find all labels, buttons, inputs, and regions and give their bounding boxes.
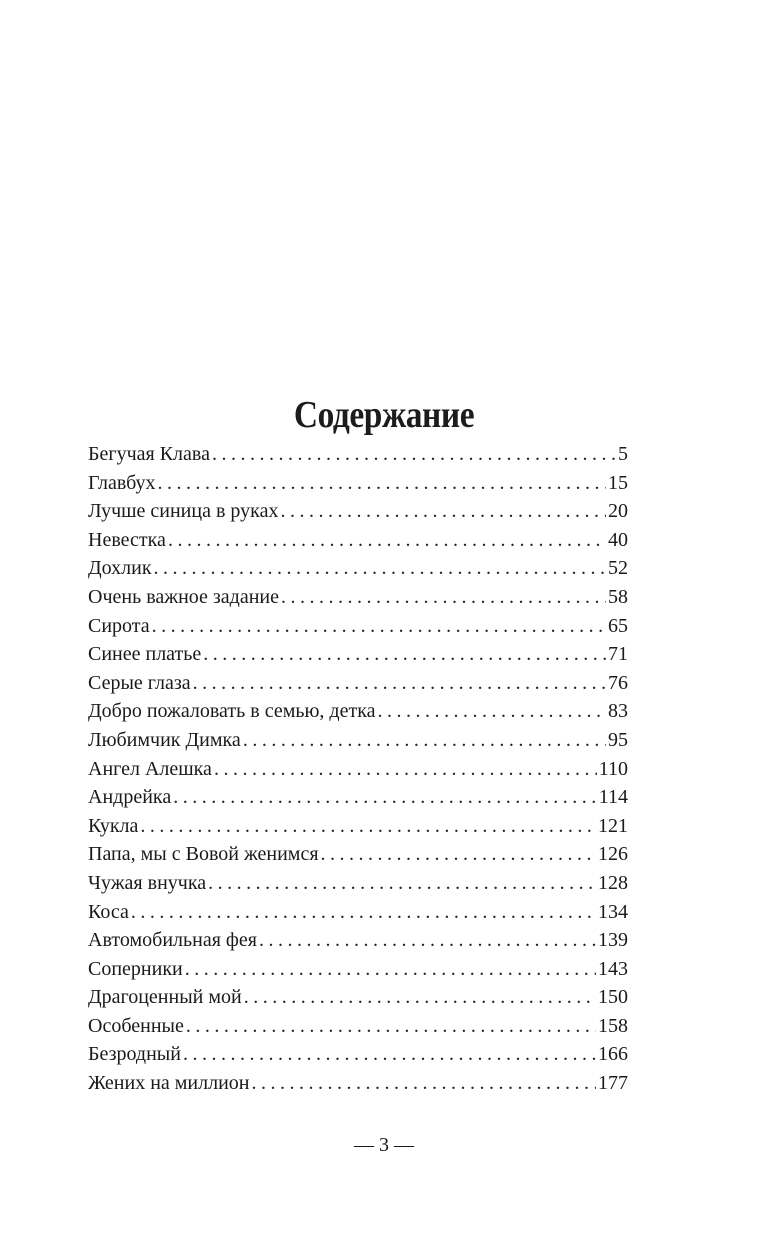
toc-entry-page: 83 [608, 700, 628, 723]
dot-leader [193, 669, 606, 697]
toc-entry[interactable] [88, 926, 628, 955]
toc-entry-title: Драгоценный мой [88, 986, 242, 1009]
toc-entry[interactable] [88, 1040, 628, 1069]
toc-entry[interactable] [88, 669, 628, 698]
dot-leader [173, 783, 597, 811]
toc-entry[interactable] [88, 726, 628, 755]
toc-entry[interactable] [88, 697, 628, 726]
toc-entry[interactable] [88, 640, 628, 669]
toc-entry[interactable] [88, 783, 628, 812]
dot-leader [212, 440, 616, 468]
toc-entry-title: Безродный [88, 1043, 181, 1066]
dot-leader [185, 955, 596, 983]
dot-leader [281, 583, 606, 611]
toc-entry-title: Главбух [88, 471, 156, 494]
toc-entry-title: Кукла [88, 814, 139, 837]
toc-entry-page: 71 [608, 643, 628, 666]
dot-leader [214, 755, 597, 783]
toc-entry-page: 58 [608, 585, 628, 608]
toc-entry-page: 76 [608, 671, 628, 694]
toc-entry[interactable] [88, 440, 628, 469]
toc-entry-title: Лучше синица в руках [88, 500, 279, 523]
toc-entry[interactable] [88, 1012, 628, 1041]
toc-entry-page: 177 [598, 1072, 628, 1095]
toc-entry-page: 5 [618, 443, 628, 465]
toc-entry-title: Соперники [88, 957, 183, 980]
toc-entry-page: 150 [598, 986, 628, 1009]
toc-entry[interactable] [88, 898, 628, 927]
dot-leader [280, 497, 606, 525]
toc-entry-page: 65 [608, 614, 628, 637]
toc-entry[interactable] [88, 583, 628, 612]
toc-entry-page: 52 [608, 557, 628, 580]
toc-entry[interactable] [88, 612, 628, 641]
dot-leader [168, 526, 606, 554]
page-title: Содержание [293, 394, 475, 437]
toc-entry[interactable] [88, 869, 628, 898]
toc-entry-page: 166 [598, 1043, 628, 1066]
dot-leader [244, 983, 596, 1011]
toc-entry[interactable] [88, 812, 628, 841]
toc-entry[interactable] [88, 983, 628, 1012]
toc-entry-title: Чужая внучка [88, 871, 207, 894]
toc-entry-page: 15 [608, 471, 628, 494]
toc-entry[interactable] [88, 840, 628, 869]
toc-entry-title: Коса [88, 900, 129, 923]
dot-leader [152, 612, 606, 640]
dot-leader [154, 554, 606, 582]
toc-entry[interactable] [88, 526, 628, 555]
toc-entry-page: 95 [608, 728, 628, 751]
dot-leader [186, 1012, 596, 1040]
toc-entry[interactable] [88, 497, 628, 526]
dot-leader [131, 898, 596, 926]
toc-entry-title: Особенные [88, 1014, 184, 1037]
toc-entry-page: 143 [598, 957, 628, 980]
dot-leader [158, 469, 606, 497]
dot-leader [243, 726, 606, 754]
toc-entry-title: Добро пожаловать в семью, детка [88, 700, 376, 723]
toc-entry-title: Невестка [88, 528, 166, 551]
toc-entry-title: Автомобильная фея [88, 929, 257, 952]
dot-leader [140, 812, 596, 840]
toc-entry-page: 134 [598, 900, 628, 923]
toc-entry[interactable] [88, 955, 628, 984]
toc-entry-title: Серые глаза [88, 671, 191, 694]
toc-entry[interactable] [88, 469, 628, 498]
page-number: — 3 — [354, 1134, 414, 1156]
toc-entry-page: 139 [598, 929, 628, 952]
toc-entry-title: Сирота [88, 614, 150, 637]
toc-entry-title: Андрейка [88, 786, 172, 809]
toc-entry-page: 121 [598, 814, 628, 837]
toc-entry[interactable] [88, 554, 628, 583]
toc-entry-title: Бегучая Клава [88, 443, 210, 465]
toc-entry[interactable] [88, 755, 628, 784]
dot-leader [259, 926, 596, 954]
toc-entry-title: Синее платье [88, 643, 202, 666]
toc-entry[interactable] [88, 1069, 628, 1098]
toc-entry-title: Любимчик Димка [88, 728, 241, 751]
dot-leader [208, 869, 596, 897]
toc-entry-title: Папа, мы с Вовой женимся [88, 843, 319, 866]
toc-entry-title: Жених на миллион [88, 1072, 250, 1095]
toc-entry-page: 126 [598, 843, 628, 866]
table-of-contents [88, 440, 628, 1098]
toc-entry-page: 40 [608, 528, 628, 551]
toc-entry-page: 158 [598, 1014, 628, 1037]
toc-entry-page: 20 [608, 500, 628, 523]
toc-entry-page: 128 [598, 871, 628, 894]
toc-entry-page: 110 [598, 757, 628, 780]
toc-entry-title: Ангел Алешка [88, 757, 212, 780]
dot-leader [183, 1040, 596, 1068]
toc-entry-page: 114 [598, 786, 628, 809]
dot-leader [203, 640, 606, 668]
toc-entry-title: Очень важное задание [88, 585, 280, 608]
dot-leader [378, 697, 606, 725]
dot-leader [252, 1069, 597, 1097]
dot-leader [321, 840, 596, 868]
toc-entry-title: Дохлик [88, 557, 152, 580]
